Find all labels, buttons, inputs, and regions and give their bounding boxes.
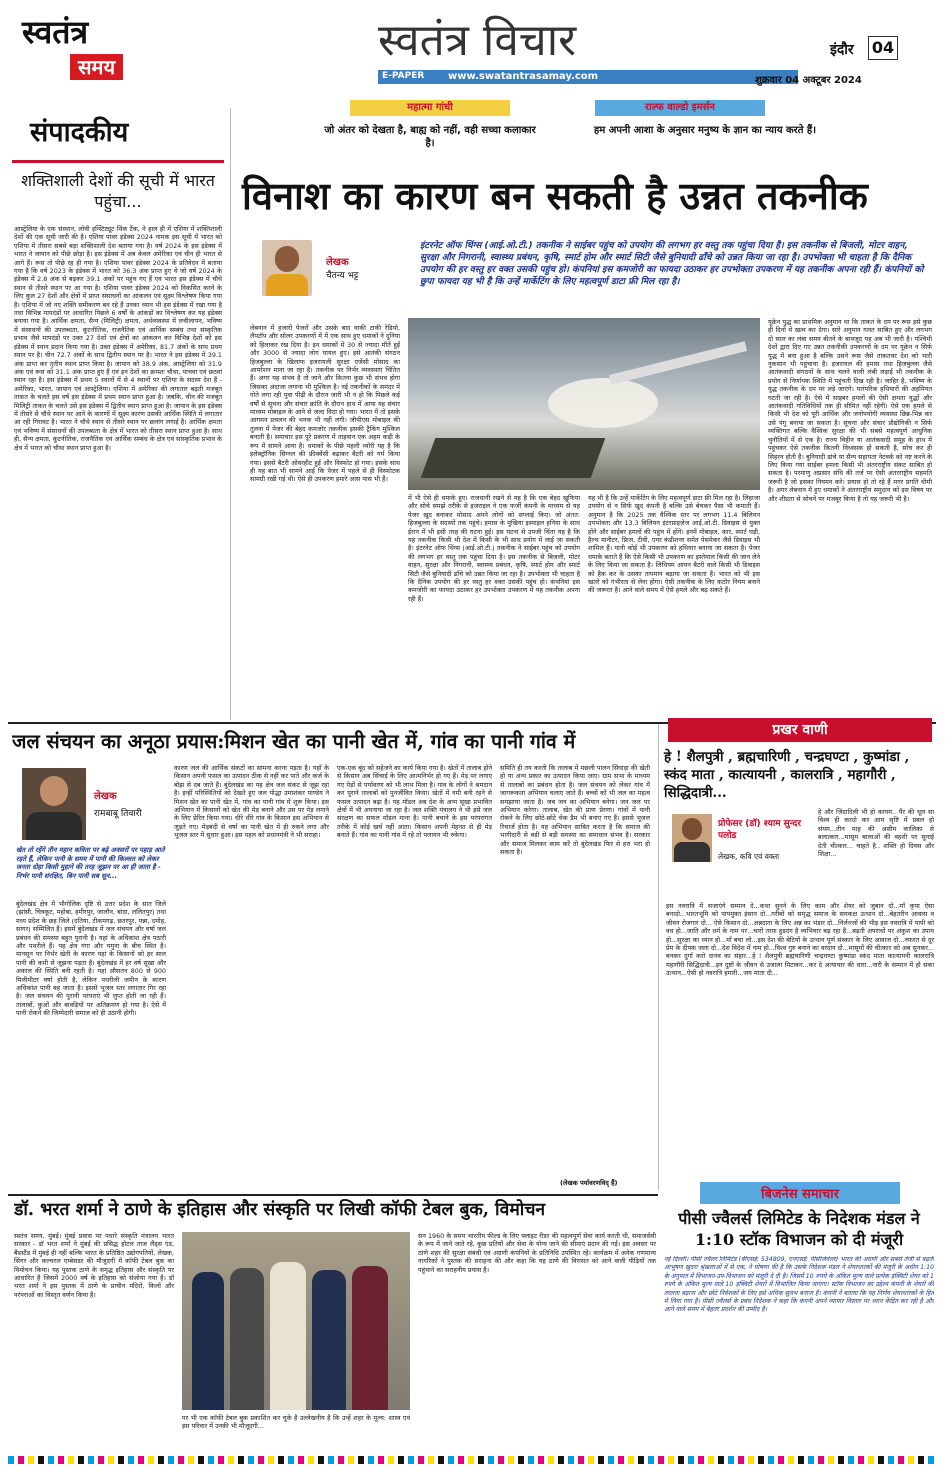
print-color-strip [8,1456,936,1464]
book-col-1: स्वतंत्र समय, मुंबई। मुंबई प्रवास पर पधारे संस्कृति मंत्रालय भारत सरकार - डॉ भरत शर्मा ने मुंबई की प्रसिद्ध होटल ताज लैंड्स एंड, बैंडस्टैंड में मुंबई ही नहीं बल्कि भारत के प्रतिष्ठित उद्योगपतियों, लेखक, सिंगर और कल्चरल एम्बेसडर की मौजूदगी में कॉफी टेबल बुक का विमोचन किया। यह पुस्तक ठाणे के समृद्ध इतिहास और संस्कृति पर आधारित है जिसमें 2000 वर्ष के इतिहास को संजोया गया है। डॉ भरत शर्मा ने इस पुस्तक में ठाणे के प्राचीन मंदिरों, किलों और परंपराओं का विस्तृत वर्णन किया है। [14,1232,174,1299]
logo-bottom: समय [70,54,123,80]
epaper-label: E-PAPER [382,71,425,81]
prakhar-label: प्रखर वाणी [772,722,828,738]
water-headline: जल संचयन का अनूठा प्रयास:मिशन खेत का पानी खेत में, गांव का पानी गांव में [12,730,576,753]
prakhar-role: लेखक, कवि एवं वक्ता [718,852,780,861]
quote-box-1 [310,100,550,150]
editorial-title: शक्तिशाली देशों की सूची में भारत पहुंचा... [21,171,215,211]
quote-text: हम अपनी आशा के अनुसार मनुष्य के ज्ञान का न्याय करते हैं। [593,125,817,136]
lead-col-1: लेबनान में हजारों पेजरों और उसके बाद वाकी टाकी रेडियो, लैपटॉप और सोलर उपकरणों में में एक साथ हुए धमाकों ने दुनिया को हिलाकर रख दिया है। इन धमाकों में 30 से ज्यादा मौतें हुईं और 3000 से ज्यादा लोग घायल हुए। इसे आतंकी संगठन हिजबुल्ला के खिलाफ इजरायली सुरक्षा एजेंसी मोसाद का आपरेशन माना जा रहा है। तकनीक पर निर्भर व्यवस्थाएं चिंतित हैं। अगर यह संभव है तो जाने और कितना कुछ भी संभव होगा जिसका अंदाजा लगाना भी मुश्किल है। नई तकनीकों के समंदर में गोते लगा रही युवा पीढ़ी के दौरान जारी भी न हो कि पिछले कई वर्षों से सूचना और संचार क्रांति के दौरान हाथ में आया यह संचार माध्यम मोबाइल के आने से जल्द विदा हो गया। भारत में तो इसके आगमन प्रचलन की भनक भी नहीं लगी। जीपीएस मोबाइल की तुलना में पेजर की बेहद कमजोर तकनीक इसकी ट्रैकिंग मुश्किल बनाती है। समाचार इस पूरे प्रकरण में ताइवान एक अहम कड़ी के रूप में सामने आया है। धमाकों के पीछे पहली थ्योरी यह है कि इलेक्ट्रॉनिक सिग्नल की फ्रीक्वेंसी बढ़ाकर बैटरी को गर्म किया गया। इससे बैटरी ओवरहीट हुई और विस्फोट हो गया। इसके साथ ही यह बात भी सामने आई कि पेजर में पहले से ही विस्फोटक सामग्री रखी गई थी। ऐसे ही उपकरण हमारे आस पास भी हैं। [250,324,400,484]
author-photo [262,240,312,296]
page-number: 04 [868,36,898,60]
newspaper-title: स्वतंत्र विचार [378,15,577,66]
quote-author: महात्मा गांधी [350,100,510,116]
prakhar-body: इस नवरात्रि में सजाएंगे सम्मान दे...कथा सुनने के लिए काम और शेयर को जुबान दो...माँ कृपा ऐसा बनादो...भारतभूमि को पापमुक्त इंसान दो...गरीबों को समृद्ध समाज के समकक्ष उत्थान दो...बेहतरीन आवास व जीवन रोजगार दो... ऐसे किसान दो...अन्नदाता के लिए अन्न का भंडार दो...निर्लज्जों की भीड़ इस नवरात्रि में पापी को वध हो...जाति और धर्म के नाम पर...चारों तरफ़ हुड़दंग है व्यभिचार बढ़ रहा है...बढ़ती अपराधों पर अंकुश का उपाय हो...सुरक्षा का ध्यान हो...माँ बचा लो...इस देश की बेटियों के उत्थान पूर्ण संस्कार के लिए आवाज दो...नफरत से दूर प्रेम के दीपक जला दो...देश विदेश में नाम हो...विश्व गुरु बनाने का वरदान दो...मासूमों की चीत्कार को अब सुनकर... बनकर दुर्गा करो दानव का संहार...हे ! शैलपुत्री ब्रह्मचारिणी चन्द्रघण्टा कुष्मांडा स्कंद माता कात्यायनी कालरात्रि महागौरी सिद्धिदात्री...इन दुष्टों के जीवन से उजाला मिटाकर...कर दे अत्याचार की धारा...नारी के सम्मान में हो सका उत्थान...ऐसी हो नवरात्रि हमारी...जय माता दी... [666,902,934,978]
water-col-2: कारण जल की आर्थिक संकटों का सामना करना पड़ता है। यहाँ के किसान अपनी फसल का उत्पादन ठीक से नहीं कर पाते और कर्ज के बोझ से दब जाते हैं। बुंदेलखंड का यह क्षेत्र जल संकट से जूझ रहा है। इन्हीं परिस्थितियों को देखते हुए जल योद्धा उमाशंकर पाण्डेय ने मिशन खेत का पानी खेत में, गांव का पानी गांव में शुरू किया। इस अभियान में किसानों को खेत की मेड़ बनाने और उस पर पेड़ लगाने के लिए प्रेरित किया गया। धीरे धीरे गांव के किसान इस अभियान से जुड़ते गए। मेड़बंदी से वर्षा का पानी खेत में ही रुकने लगा और भूजल स्तर में सुधार हुआ। इस पहल को प्रधानमंत्री ने भी सराहा। [174,764,329,840]
byline-label: लेखक [326,257,349,268]
water-intro: खेत तो रहेंगे तीन महान कविता पर बढ़े अवसरों पर पहाड़ आते रहते हैं, लेकिन पानी के समय में पानी की किल्लत को लेकर जनता दोहा किसी मुहाने की तरह जूझन पर आ ही जाता है - निर्भर पानी संरक्षित, बिन पानी सब सून... [16,846,165,880]
book-col-3: सन 1960 के समय भारतीय फील्ड के लिए फ्लाइट रीडर की महत्वपूर्ण सेवा कार्य करती थी, समाजसेवी के रूप में जाने जाते रहे, कुछ प्रतियों और सेवा के योग्य जाने की सीमाएं प्रदान की गई। इस अवसर पर ठाणे शहर की सुरक्षा संबंधी एवं अग्रणी कंपनियों के प्रतिनिधि उपस्थित रहे। कार्यक्रम में अनेक गणमान्य नागरिकों ने पुस्तक की सराहना की और कहा कि यह ठाणे की विरासत को आने वाली पीढ़ियों तक पहुंचाने का सराहनीय प्रयास है। [418,1232,656,1274]
water-author-photo [22,768,86,840]
book-headline: डॉ. भरत शर्मा ने ठाणे के इतिहास और संस्कृति पर लिखी कॉफी टेबल बुक, विमोचन [14,1200,546,1220]
water-col-1: बुंदेलखंड क्षेत्र में भौगोलिक दृष्टि से उत्तर प्रदेश के सात जिले (झांसी, चित्रकूट, महोबा, हमीरपुर, जालौन, बांदा, ललितपुर) तथा मध्य प्रदेश के छह जिले (दतिया, टीकमगढ़, छतरपुर, पन्ना, दमोह, सागर) सम्मिलित हैं। इसमें बुंदेलखंड में जल संचयन और वर्षा जल प्रबंधन की समस्या बहुत पुरानी है। यहां के अधिकांश क्षेत्र पठारी और पथरीले हैं। यह क्षेत्र गंगा और यमुना के बीच स्थित है। मानसून पर निर्भर खेती के कारण यहां के किसानों को हर साल पानी की कमी से जूझना पड़ता है। बुंदेलखंड में हर वर्ष सूखा और अकाल की स्थिति बनी रहती है। यहां औसतन 800 से 900 मिलीमीटर वर्षा होती है, लेकिन पथरीली जमीन के कारण अधिकांश पानी बह जाता है। इससे भूजल स्तर लगातार गिर रहा है। जल संचयन की पुरानी परंपराएं भी लुप्त होती जा रही हैं। तालाबों, कुओं और बावड़ियों पर अतिक्रमण हो गया है। ऐसे में पानी रोकने की जिम्मेदारी समाज को ही उठानी होगी। [16,900,166,1018]
prakhar-author-box [666,808,812,896]
masthead [0,0,945,90]
quote-box-2 [595,100,835,150]
prakhar-author-photo [672,814,712,862]
editorial-rule [12,160,224,163]
column-divider [230,108,231,720]
column-divider [658,724,659,1190]
lead-col-2: में भी ऐसे ही धमाके हुए। राजधानी रखने से यह है कि एक बेहद खुफिया और सोचे समझे तरीके से इजराइल ने एक फर्जी कंपनी के माध्यम से यह पेजर खुद बनाकर मोसाद अपने लोगों को सप्लाई किए। जो अंतत: हिजबुल्ला के सदस्यों तक पहुंचे। हमास के मुखिया इस्माइल हनिया के साथ ईरान में भी इसी तरह की घटना हुई। इस घटना से उपजी चिंता यह है कि यह तकनीक किसी भी देश में किसी के भी साथ प्रयोग में लाई जा सकती है। इंटरनेट ऑफ थिंग्स (आई.ओ.टी.) तकनीक ने साईबर पहुंच को उपयोग की लगभग हर वस्तु तक पहुंचा दिया है। इस तकनीक से बिजली, मोटर वाहन, सुरक्षा और निगरानी, स्वास्थ्य प्रबंधन, कृषि, स्मार्ट होम और स्मार्ट सिटी जैसे बुनियादी ढाँचे को उन्नत किया जा रहा है। उपभोक्ता भी चाहता है कि दैनिक उपयोग की हर वस्तु हर वक्त उसकी पहुंच हो। कंपनियां इस कमजोरी का फायदा उठाकर हर उपभोक्ता उपकरण में यह तकनीक अपना रही हैं। [408,494,580,603]
water-col-3: एक-एक बूंद को सहेजने का कार्य किया गया है। खेतों में तालाब होने से किसान अब सिंचाई के लिए आत्मनिर्भर हो गए हैं। मेड़ पर लगाए गए पेड़ों से पर्यावरण को भी लाभ मिला है। गांव के लोगों ने श्रमदान कर पुराने तालाबों को पुनर्जीवित किया। खेतों में नमी बनी रहने से फसल उत्पादन बढ़ा है। यह मॉडल अब देश के अन्य सूखा प्रभावित क्षेत्रों में भी अपनाया जा रहा है। जल शक्ति मंत्रालय ने भी इसे जल संरक्षण का सफल मॉडल माना है। पानी बचाने के इस परंपरागत तरीके में कोई खर्च नहीं आता। किसान अपनी मेहनत से ही मेड़ बनाते हैं। गांव का पानी गांव में रहे तो पलायन भी रुकेगा। [337,764,492,840]
logo-top: स्वतंत्र [22,13,89,51]
business-headline: पीसी ज्वैलर्स लिमिटेड के निदेशक मंडल ने 1:10 स्टॉक विभाजन को दी मंजूरी [678,1209,920,1249]
water-byline-author: रामबाबू तिवारी [94,809,142,819]
lead-intro: इंटरनेट ऑफ थिंग्स (आई.ओ.टी.) तकनीक ने साईबर पहुंच को उपयोग की लगभग हर वस्तु तक पहुंचा दिया है। इस तकनीक से बिजली, मोटर वाहन, सुरक्षा और निगरानी, स्वास्थ्य प्रबंधन, कृषि, स्मार्ट होम और स्मार्ट सिटी जैसे बुनियादी ढाँचे को उन्नत किया जा रहा है। उपभोक्ता भी चाहता है कि दैनिक उपयोग की हर वस्तु हर वक्त उसकी पहुंच हो। कंपनियां इस कमजोरी का फायदा उठाकर हर उपभोक्ता उपकरण में यह तकनीक अपना रही हैं। कंपनियों को छुपा फायदा यह भी है कि उन्हें मार्केटिंग के लिए महत्वपूर्ण डाटा फ्री मिल रहा है। [420,241,924,287]
lead-headline: विनाश का कारण बन सकती है उन्नत तकनीक [242,173,868,218]
prakhar-author: प्रोफेसर (डॉ) श्याम सुन्दर पलोड [718,819,802,841]
lead-col-3: यह भी है कि उन्हें मार्केटिंग के लिए महत्वपूर्ण डाटा फ्री मिल रहा है। लिहाजा उपयोग से न सिर्फ खुद कंपनी है बल्कि उसे बेचकर पैसा भी कमाती हैं। अनुमान है कि 2025 तक वैश्विक स्तर पर लगभग 11.4 बिलियन उपभोक्ता और 13.3 बिलियन इंटरप्राइज़ेज आई.ओ.टी. डिवाइस से युक्त होंगे और साईबर हमलों की पहुंच में होंगे। इनमें मोबाइल, कार, स्मार्ट घड़ी, हैल्थ मानीटर, फ्रिज, टीवी, एयर कंडीशनर समेत पेसमेकर जैसे डिवाइस भी शामिल हैं। यानी कोई भी उपकरण को हथियार बनाया जा सकता है। पेजर धमाके बताते हैं कि ऐसे किसी भी उपकरण का इस्तेमाल किसी की जान लेने के लिए किया जा सकता है। लिथियम आयन बैटरी वाले किसी भी डिवाइस को हैक कर के उसका तापमान बढ़ाया जा सकता है। भारत को भी इस खतरे को गंभीरता से लेना होगा। ऐसी तकनीक के लिए कठोर नियम बनाने की जरूरत है। आने वाले समय में ऐसे हमले और बढ़ सकते हैं। [588,494,760,595]
water-col-4: समिति ही तय करती कि तालाब में मछली पालन सिंघाड़ा की खेती हो या अन्य प्रकार का उत्पादन किया जाए। ग्राम सभा के माध्यम से तालाबों का प्रबंधन होता है। जल संचयन को लेकर गांव में जागरूकता अभियान चलाए जाते हैं। बच्चों को भी जल का महत्व समझाया जाता है। जब जन का अभियान बनेगा। जन जल पर अभियान करेगा। तालाब, खेत की प्राण प्रेरणा। गांवों में पानी रोकने के लिए छोटे-छोटे चेक डैम भी बनाए गए हैं। इससे भूजल रिचार्ज होता है। यह अभियान साबित करता है कि समाज की भागीदारी से बड़ी से बड़ी समस्या का समाधान संभव है। सरकार और समाज मिलकर काम करें तो बुंदेलखंड फिर से हरा भरा हो सकता है। [500,764,650,857]
editorial-label: संपादकीय [30,117,129,148]
quote-text: जो अंतर को देखता है, बाह्य को नहीं, वही सच्चा कलाकार है। [324,125,536,149]
quote-author: राल्फ वाल्डो इमर्सन [595,100,765,116]
missile-photo [408,318,760,490]
lead-col-4: यूक्रेन युद्ध का प्राथमिक अनुमान था कि ताकत के दम पर रूस इसे कुछ ही दिनों में खत्म कर देगा। सारे अनुमान गलत साबित हुए और लगभग दो साल का लंबा समय बीतने के बावजूद यह अब भी जारी है। पश्चिमी देशों द्वारा दिए गए उन्नत तकनीकी उपकरणों के दम पर यूक्रेन न सिर्फ युद्ध में बना हुआ है बल्कि उसने रूस जैसे ताकतवर देश को भारी नुकसान भी पहुंचाया है। इजरायल की हमास तथा हिजबुल्ला जैसे आतंकवादी संगठनों के साथ चलने वाली लंबी लड़ाई भी तकनीक के प्रयोग से निर्णायक स्थिति में पहुंचती दिख रही है। जाहिर है, भविष्य के युद्ध तकनीक के दम पर लड़े जाएंगे। पारंपरिक हथियारों की अहमियत घटती जा रही है। ऐसे में साइबर हमलों की ऐसी क्षमता युद्धों और आतंकवादी गतिविधियों तक ही सीमित नहीं रहेगी। ऐसे एक हमले से किसी भी देश को पूरी आर्थिक और जनोपयोगी व्यवस्था छिन्न-भिन्न कर उसे पंगु बनाया जा सकता है। सूचना और संचार प्रौद्योगिकी न सिर्फ व्यक्तिगत बल्कि वैश्विक सुरक्षा की भी सबसे महत्वपूर्ण आधुनिक चुनौतियों में से एक है। राज्य विहीन या आतंकवादी समूह के हाथ में पहुंचकर ऐसे तकनीक कितनी विध्वंसक हो सकती है, सोच कर ही सिहरन होती है। बुनियादी ढांचे या सैन्य सहायता नेटवर्क को नष्ट करने के लिए किया गया साईबर हमला किसी भी अंतरराष्ट्रीय संकट साबित हो सकता है। परमाणु अप्रसार संधि की तर्ज पर ऐसी अंतरराष्ट्रीय सहमति जरूरी है जो इसका नियमन करे। प्रयास हो तो रहे हैं मगर प्रगति धीमी है। अगर लेबनान में हुए धमाकों ने अंतरराष्ट्रीय समुदाय को इस विषय पर और शीघ्रता से सोचने पर मजबूर किया है तो यह जरूरी भी है। [768,318,932,503]
book-caption: पर भी एक कॉफी टेबल बुक प्रकाशित कर चुके है उल्लेखनीय है कि उन्हें शहर के मूल्य: शास्त्र एवं इस परिवार में उनकी भी मौजूदगी... [182,1414,410,1431]
water-footer: (लेखक पर्यावरणविद् हैं) [560,1179,618,1187]
business-label: बिजनेस समाचार [761,1187,839,1202]
prakhar-headline: हे ! शैलपुत्री , ब्रह्मचारिणी , चन्द्रघण्टा , कुष्मांडा , स्कंद माता , कात्यायनी , कालरात्रि , महागौरी , सिद्धिदात्री... [664,749,910,801]
water-byline-label: लेखक [94,791,117,802]
city-name: इंदौर [830,42,854,58]
prakhar-body-top: हे और जिंदादिली भी हो कायम.. पैंर की धूल सा विश्व ही करदो कर आम सृष्टि में प्रबल हो संयम...तीन माह की असीम कालिका से बलात्कार...मासूम बालाओं की वहशी पर सुनाई देती चीत्कार... चाहते है.. शक्ति हो दिवस और शिक्षा... [818,808,934,859]
book-photo [182,1232,410,1410]
byline-author: चैतन्य भट्ट [326,271,359,281]
editorial-section [12,110,224,720]
logo [22,14,152,88]
issue-date: शुक्रवार 04 अक्टूबर 2024 [755,75,862,86]
editorial-body: आस्ट्रेलिया के एक संस्थान, लोवी इन्स्टिट्यूट थिंक टैंक, ने हाल ही में एशिया में शक्तिशाली देशों की एक सूची जारी की है। एशिया पावर इंडेक्स 2024 नामक इस सूची में भारत को एशिया में तीसरा सबसे बड़ा शक्तिशाली देश बताया गया है। वर्ष 2024 के इस इंडेक्स में भारत ने जापान को पीछे छोड़ा है। इस इंडेक्स में अब केवल अमेरिका एवं चीन ही भारत से आगे हैं। रूस तो पीछे रह ही गया है। एशिया पावर इंडेक्स 2024 के प्रतिवेदन में बताया गया है कि वर्ष 2023 के इंडेक्स में भारत को 36.3 अंक प्राप्त हुए थे जो वर्ष 2024 के इंडेक्स में 2.8 अंक से बढ़कर 39.1 अंकों पर पहुंच गए हैं एवं भारत इस इंडेक्स में चौथे स्थान से तीसरे स्थान पर आ गया है। एशिया पावर इंडेक्स 2024 को विकसित करने के लिए कुल 27 देशों और क्षेत्रों में प्राप्त संसाधनों का आंकलन एवं सूक्ष्म विश्लेषण किया गया है। एशिया में जो नए शक्ति समीकरण बन रहे हैं उनका ध्यान भी इस इंडेक्स में रखा गया है तथा विभिन्न मापदंडों पर आधारित पिछले 6 वर्षों के आंकड़ों का विश्लेषण कर यह इंडेक्स बनाया गया है। आर्थिक क्षमता, सैन्य (मिलिट्री) क्षमता, अर्थव्यवस्था में लचीलापन, भविष्य में संसाधनों की उपलब्धता, कूटनीतिक, राजनैतिक एवं आर्थिक सम्बंध तथा संस्कृतिक प्रभाव जैसे मापदंडों पर उक्त 27 देशों एवं क्षेत्रों का आंकलन कर विभिन्न देशों को इस इंडेक्स में स्थान प्रदान किया गया है। उक्त इंडेक्स में अमेरिका, 81.7 अंकों के साथ प्रथम स्थान पर है। चीन 72.7 अंकों के साथ द्वितीय स्थान पर है। भारत ने इस इंडेक्स में 39.1 अंक प्राप्त कर तृतीय स्थान प्राप्त किया है। जापान को 38.9 अंक, आस्ट्रेलिया को 31.9 अंक एवं रूस को 31.1 अंक प्राप्त हुए हैं एवं इन देशों का क्रमशः चौथा, पांचवा एवं छठवां स्थान रहा है। इस इंडेक्स में प्रथम 5 स्थानों में से 4 स्थानों पर एशिया के सदस्य देश हैं - अमेरिका, भारत, जापान एवं आस्ट्रेलिया। एशिया में अमेरिका की लगातार बढ़ती मजबूत ताकत के चलते इस वर्ष इस इंडेक्स में प्रथम स्थान प्राप्त हुआ है। जबकि, चीन की मजबूत मिलिट्री ताकत के चलते उसे इस इंडेक्स में द्वितीय स्थान प्राप्त हुआ है। जापान के इस इंडेक्स में तीसरे से चौथे स्थान पर आने के कारणों में सूक्ष्म कारण उसकी आर्थिक स्थिति में लगातार आ रही गिरावट है। भारत ने चौथे स्थान से तीसरे स्थान पर छलांग लगाई है। आर्थिक क्षमता एवं भविष्य में संसाधनों की उपलब्धता के क्षेत्र में भारत को तीसरा स्थान प्राप्त हुआ है। साथ ही, सैन्य क्षमता, कूटनीतिक, राजनैतिक एवं आर्थिक सम्बंध के क्षेत्र एवं सांस्कृतिक प्रभाव के क्षेत्र में भारत को चौथा स्थान प्राप्त हुआ है। [14,225,222,452]
website: www.swatantrasamay.com [448,71,599,82]
business-body: नई दिल्ली। पीसी ज्वैलर लिमिटेड (बीएसई: 534809, एनएसई: पीसीजेवेलर) भारत की अग्रणी और सबसे तेजी से बढ़ती आभूषण खुदरा श्रृंखलाओं में से एक, ने घोषणा की है कि उसके निदेशक मंडल ने शेयरधारकों की मंजूरी के अधीन 1:10 के अनुपात में विभाजन-उप-विभाजन को मंजूरी दे दी है। जिसमें 10 रुपये के अंकित मूल्य वाले प्रत्येक इक्विटी शेयर को 1 रुपये के अंकित मूल्य वाले 10 इक्विटी शेयरों में विभाजित किया जाएगा। स्टॉक विभाजन का उद्देश्य कंपनी के शेयरों की तरलता बढ़ाना और छोटे निवेशकों के लिए इसे अधिक सुलभ बनाना है। कंपनी ने बताया कि यह निर्णय शेयरधारकों के हित में लिया गया है। पीसी ज्वैलर्स के प्रबंध निदेशक ने कहा कि कंपनी अपने व्यापार विस्तार पर ध्यान केंद्रित कर रही है और आने वाले समय में बेहतर प्रदर्शन की उम्मीद है। [664,1256,934,1314]
